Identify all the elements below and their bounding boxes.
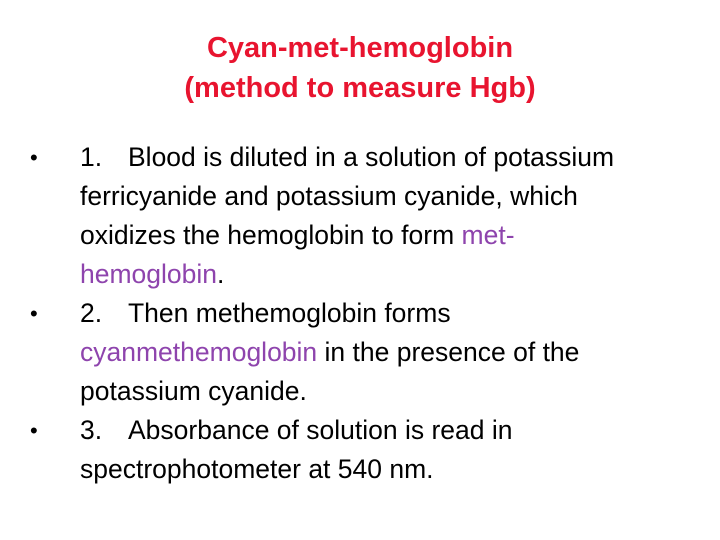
slide-title (0, 28, 720, 108)
item-number-2: 2. (80, 298, 103, 328)
title-line-1: Cyan-met-hemoglobin (206, 32, 514, 64)
item-2-highlight-cyanmethemoglobin: cyanmethemoglobin (80, 337, 318, 367)
item-2-line-1: Then methemoglobin forms (128, 298, 451, 328)
bullet-text-3 (80, 411, 690, 489)
item-2-line-3: potassium cyanide. (80, 376, 307, 406)
bullet-item-2 (0, 294, 720, 411)
bullet-text-2 (80, 294, 690, 411)
item-1-line-4-suffix: . (217, 259, 225, 289)
bullet-icon: • (30, 301, 38, 326)
bullet-list (0, 138, 720, 489)
item-1-highlight-met: met- (461, 220, 515, 250)
bullet-text-1 (80, 138, 690, 294)
item-1-line-2: ferricyanide and potassium cyanide, which (80, 181, 578, 211)
item-1-line-1: Blood is diluted in a solution of potassium (128, 142, 615, 172)
item-3-line-2: spectrophotometer at 540 nm. (80, 454, 434, 484)
item-3-line-1: Absorbance of solution is read in (128, 415, 513, 445)
item-number-1: 1. (80, 142, 103, 172)
item-number-3: 3. (80, 415, 103, 445)
item-1-highlight-hemoglobin: hemoglobin (80, 259, 218, 289)
bullet-icon: • (30, 145, 38, 170)
item-2-line-2-suffix: in the presence of the (317, 337, 580, 367)
bullet-item-1 (0, 138, 720, 294)
bullet-icon: • (30, 418, 38, 443)
item-1-line-3: oxidizes the hemoglobin to form (80, 220, 462, 250)
bullet-item-3 (0, 411, 720, 489)
title-line-2: (method to measure Hgb) (184, 72, 536, 104)
